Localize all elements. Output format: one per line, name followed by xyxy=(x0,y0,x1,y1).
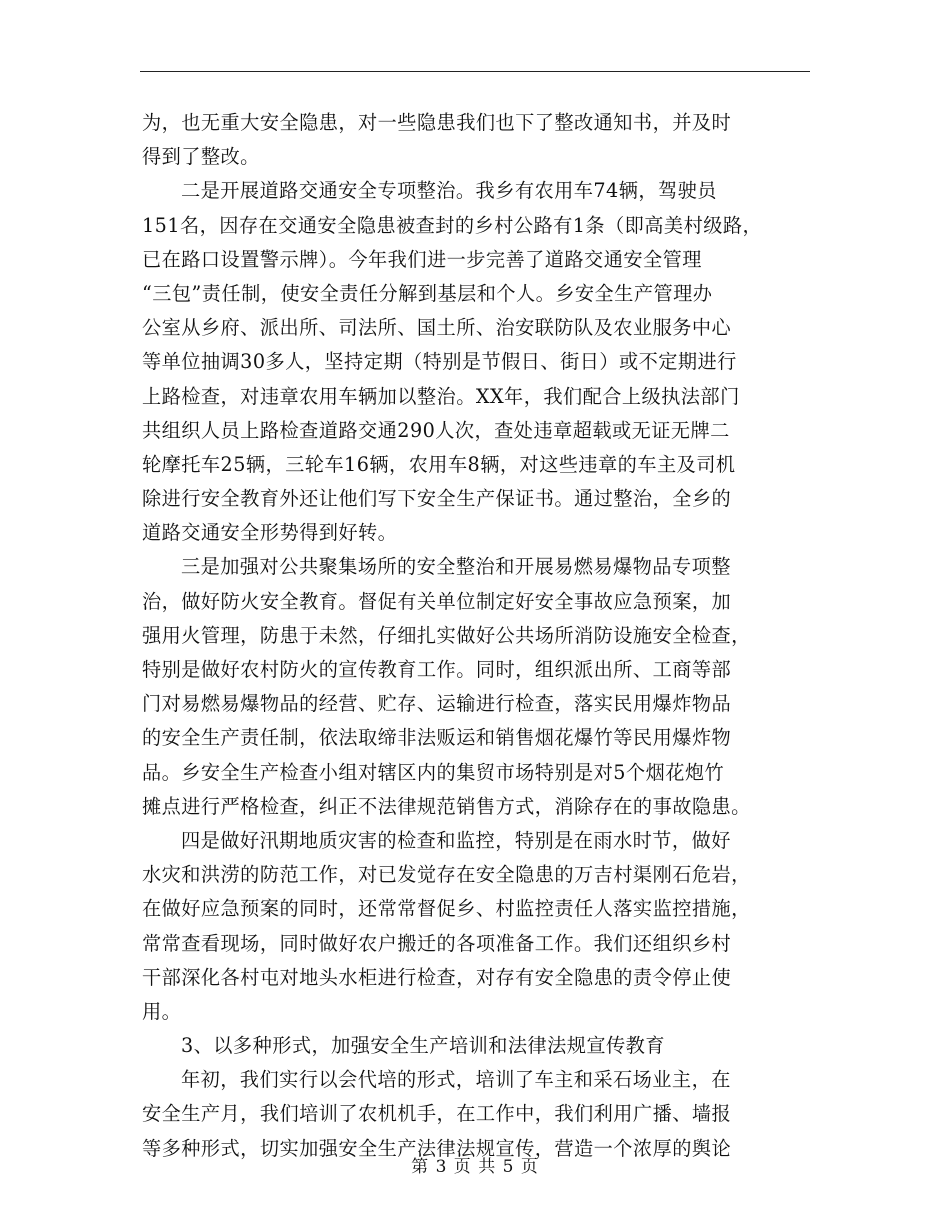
text-line: 常常查看现场，同时做好农户搬迁的各项准备工作。我们还组织乡村 xyxy=(142,931,732,955)
text-line: 除进行安全教育外还让他们写下安全生产保证书。通过整治，全乡的 xyxy=(142,487,732,511)
text-line: 在做好应急预案的同时，还常常督促乡、村监控责任人落实监控措施， xyxy=(142,897,751,921)
text-line: 上路检查，对违章农用车辆加以整治。XX年，我们配合上级执法部门 xyxy=(142,384,740,408)
text-line: 用。 xyxy=(142,999,182,1023)
text-line: 品。乡安全生产检查小组对辖区内的集贸市场特别是对5个烟花炮竹 xyxy=(142,760,725,784)
text-line: 等单位抽调30多人，坚持定期（特别是节假日、街日）或不定期进行 xyxy=(142,350,737,374)
text-line: 公室从乡府、派出所、司法所、国土所、治安联防队及农业服务中心 xyxy=(142,316,732,340)
text-line: 水灾和洪涝的防范工作，对已发觉存在安全隐患的万吉村渠刚石危岩， xyxy=(142,863,751,887)
text-line: 治，做好防火安全教育。督促有关单位制定好安全事故应急预案，加 xyxy=(142,589,732,613)
text-line: 共组织人员上路检查道路交通290人次，查处违章超载或无证无牌二 xyxy=(142,418,730,442)
text-line: 151名，因存在交通安全隐患被查封的乡村公路有1条（即高美村级路， xyxy=(142,213,763,237)
text-line: 的安全生产责任制，依法取缔非法贩运和销售烟花爆竹等民用爆炸物 xyxy=(142,726,732,750)
text-line: 二是开展道路交通安全专项整治。我乡有农用车74辆，驾驶员 xyxy=(181,179,717,203)
text-line: 得到了整改。 xyxy=(142,145,260,169)
text-line: 道路交通安全形势得到好转。 xyxy=(142,521,398,545)
text-line: 特别是做好农村防火的宣传教育工作。同时，组织派出所、工商等部 xyxy=(142,658,732,681)
text-line: “三包”责任制，使安全责任分解到基层和个人。乡安全生产管理办 xyxy=(142,281,713,305)
text-line: 年初，我们实行以会代培的形式，培训了车主和采石场业主，在 xyxy=(181,1068,731,1092)
text-line: 摊点进行严格检查，纠正不法律规范销售方式，消除存在的事故隐患。 xyxy=(142,794,751,818)
page-footer: 第 3 页 共 5 页 xyxy=(411,1157,539,1177)
text-line: 三是加强对公共聚集场所的安全整治和开展易燃易爆物品专项整 xyxy=(181,555,731,579)
body-text xyxy=(142,106,822,1166)
text-line: 轮摩托车25辆，三轮车16辆，农用车8辆，对这些违章的车主及司机 xyxy=(142,452,736,476)
text-line: 已在路口设置警示牌）。今年我们进一步完善了道路交通安全管理 xyxy=(142,247,702,271)
header-rule xyxy=(140,71,810,72)
text-line: 强用火管理，防患于未然，仔细扎实做好公共场所消防设施安全检查， xyxy=(142,623,751,647)
text-line: 为，也无重大安全隐患，对一些隐患我们也下了整改通知书，并及时 xyxy=(142,111,732,134)
text-line: 等多种形式，切实加强安全生产法律法规宣传，营造一个浓厚的舆论 xyxy=(142,1136,732,1160)
text-line: 门对易燃易爆物品的经营、贮存、运输进行检查，落实民用爆炸物品 xyxy=(142,692,732,716)
text-line: 3、以多种形式，加强安全生产培训和法律法规宣传教育 xyxy=(181,1034,665,1058)
text-line: 安全生产月，我们培训了农机机手，在工作中，我们利用广播、墙报 xyxy=(142,1102,732,1126)
text-line: 干部深化各村屯对地头水柜进行检查，对存有安全隐患的责令停止使 xyxy=(142,965,732,989)
text-line: 四是做好汛期地质灾害的检查和监控，特别是在雨水时节，做好 xyxy=(181,828,731,852)
